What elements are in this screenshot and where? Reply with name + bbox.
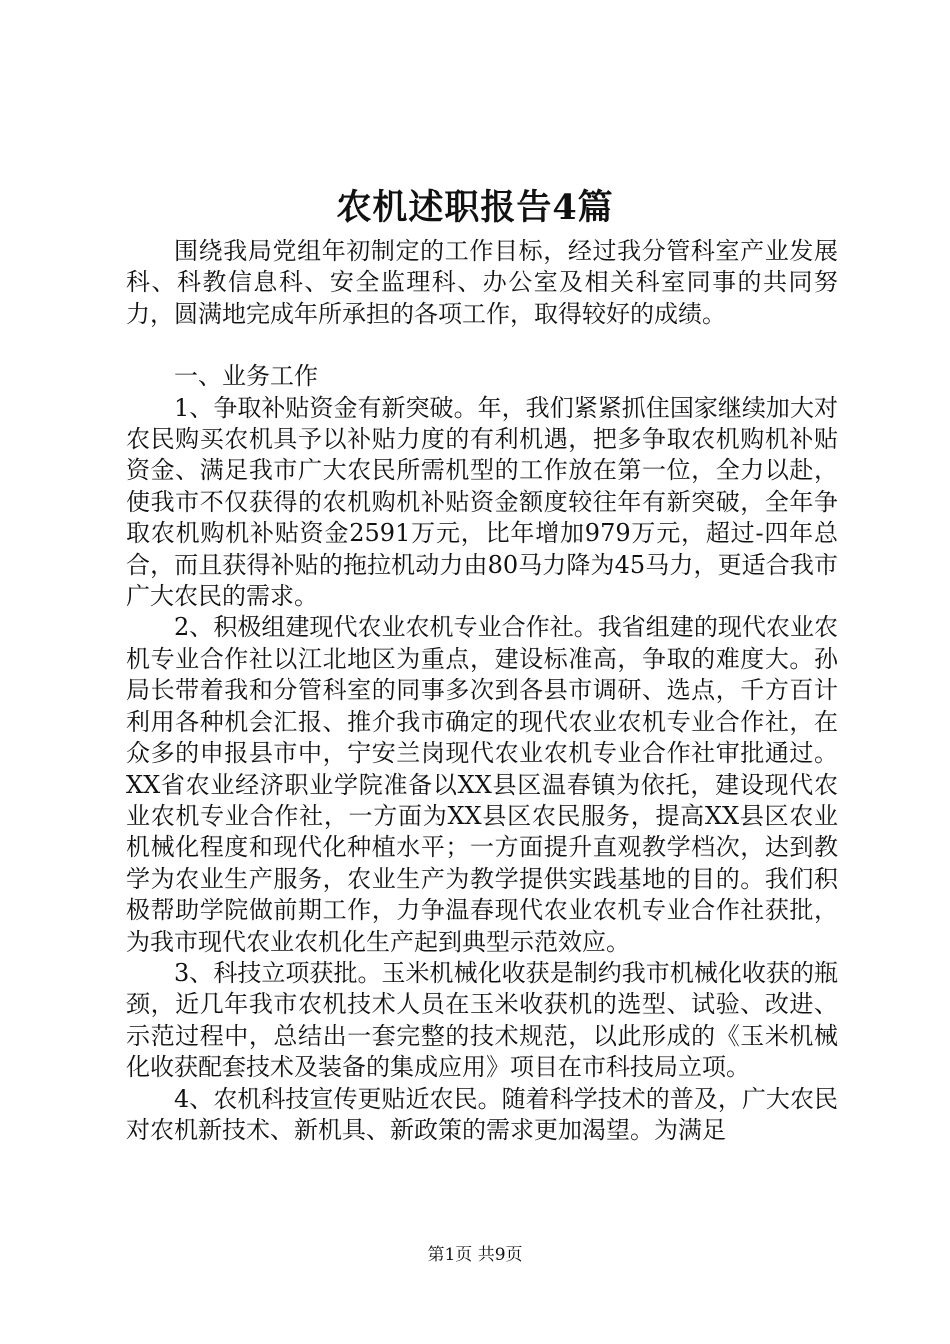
document-title: 农机述职报告4篇 [336,187,614,228]
section-heading: 一、业务工作 [174,362,318,391]
intro-paragraph: 围绕我局党组年初制定的工作目标，经过我分管科室产业发展科、科教信息科、安全监理科、办公室及相关科室同事的共同努力，圆满地完成年所承担的各项工作，取得较好的成绩。 [126,237,838,328]
page-footer: 第1页 共9页 [427,1245,523,1265]
paragraph-item-2: 2、积极组建现代农业农机专业合作社。我省组建的现代农业农机专业合作社以江北地区为重点，建设标准高，争取的难度大。孙局长带着我和分管科室的同事多次到各县市调研、选点，千方百计利用各种机会汇报、推介我市确定的现代农业农机专业合作社，在众多的申报县市中，宁安兰岗现代农业农机专业合作社审批通过。XX省农业经济职业学院准备以XX县区温春镇为依托，建设现代农业农机专业合作社，一方面为XX县区农民服务，提高XX县区农业机械化程度和现代化种植水平；一方面提升直观教学档次，达到教学为农业生产服务，农业生产为教学提供实践基地的目的。我们积极帮助学院做前期工作，力争温春现代农业农机专业合作社获批，为我市现代农业农机化生产起到典型示范效应。 [126,613,838,956]
paragraph-item-3: 3、科技立项获批。玉米机械化收获是制约我市机械化收获的瓶颈，近几年我市农机技术人员在玉米收获机的选型、试验、改进、示范过程中，总结出一套完整的技术规范，以此形成的《玉米机械化收获配套技术及装备的集成应用》项目在市科技局立项。 [126,958,838,1082]
paragraph-item-1: 1、争取补贴资金有新突破。年，我们紧紧抓住国家继续加大对农民购买农机具予以补贴力度的有利机遇，把多争取农机购机补贴资金、满足我市广大农民所需机型的工作放在第一位，全力以赴，使我市不仅获得的农机购机补贴资金额度较往年有新突破，全年争取农机购机补贴资金2591万元，比年增加979万元，超过-四年总合，而且获得补贴的拖拉机动力由80马力降为45马力，更适合我市广大农民的需求。 [126,393,838,611]
paragraph-item-4: 4、农机科技宣传更贴近农民。随着科学技术的普及，广大农民对农机新技术、新机具、新政策的需求更加渴望。为满足 [126,1084,838,1144]
document-body [126,236,838,1146]
